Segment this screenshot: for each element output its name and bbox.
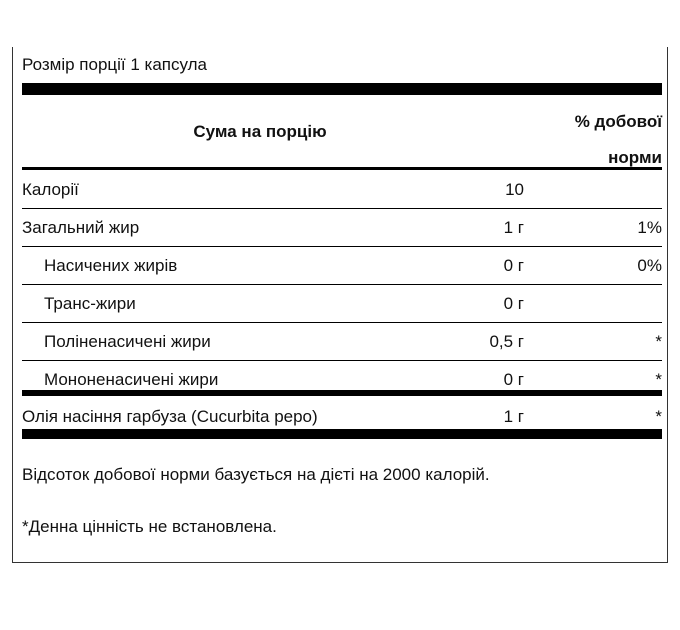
not-established-footnote: *Денна цінність не встановлена. [22,517,277,536]
daily-value-heading-line1: % добової [574,112,662,131]
nutrient-daily-value: 1% [637,218,662,237]
nutrient-name: Мононенасичені жири [44,370,219,389]
row-divider [22,284,662,285]
daily-value-heading-line2: норми [608,148,662,167]
serving-size: Розмір порції 1 капсула [22,55,208,74]
nutrient-amount: 0,5 г [489,332,524,351]
ingredient-name: Олія насіння гарбуза (Cucurbita pepo) [22,407,318,426]
nutrient-row-saturated-fat [22,248,662,286]
amount-per-serving-heading: Сума на порцію [193,122,327,141]
nutrient-row-trans-fat [22,286,662,324]
nutrient-name: Загальний жир [22,218,140,237]
section-divider-bar [22,390,662,396]
header-divider [22,167,662,170]
nutrient-daily-value: * [655,332,662,351]
nutrient-name: Поліненасичені жири [44,332,211,351]
row-divider [22,322,662,323]
nutrient-amount: 0 г [503,256,524,275]
nutrient-amount: 1 г [503,218,524,237]
row-divider [22,246,662,247]
daily-value-footnote: Відсоток добової норми базується на дієті на 2000 калорій. [22,465,490,484]
bottom-divider-bar [22,429,662,439]
nutrient-row-total-fat [22,210,662,248]
nutrient-amount: 0 г [503,370,524,389]
daily-value-heading [575,104,662,176]
nutrient-row-polyunsaturated-fat [22,324,662,362]
ingredient-amount: 1 г [503,407,524,426]
ingredient-daily-value: * [655,407,662,426]
row-divider [22,208,662,209]
nutrient-amount: 10 [505,180,524,199]
nutrient-amount: 0 г [503,294,524,313]
row-divider [22,360,662,361]
nutrient-row-calories [22,172,662,210]
nutrient-name: Насичених жирів [44,256,178,275]
nutrient-name: Транс-жири [44,294,136,313]
nutrient-daily-value: * [655,370,662,389]
nutrient-daily-value: 0% [637,256,662,275]
top-divider-bar [22,83,662,95]
nutrient-name: Калорії [22,180,79,199]
